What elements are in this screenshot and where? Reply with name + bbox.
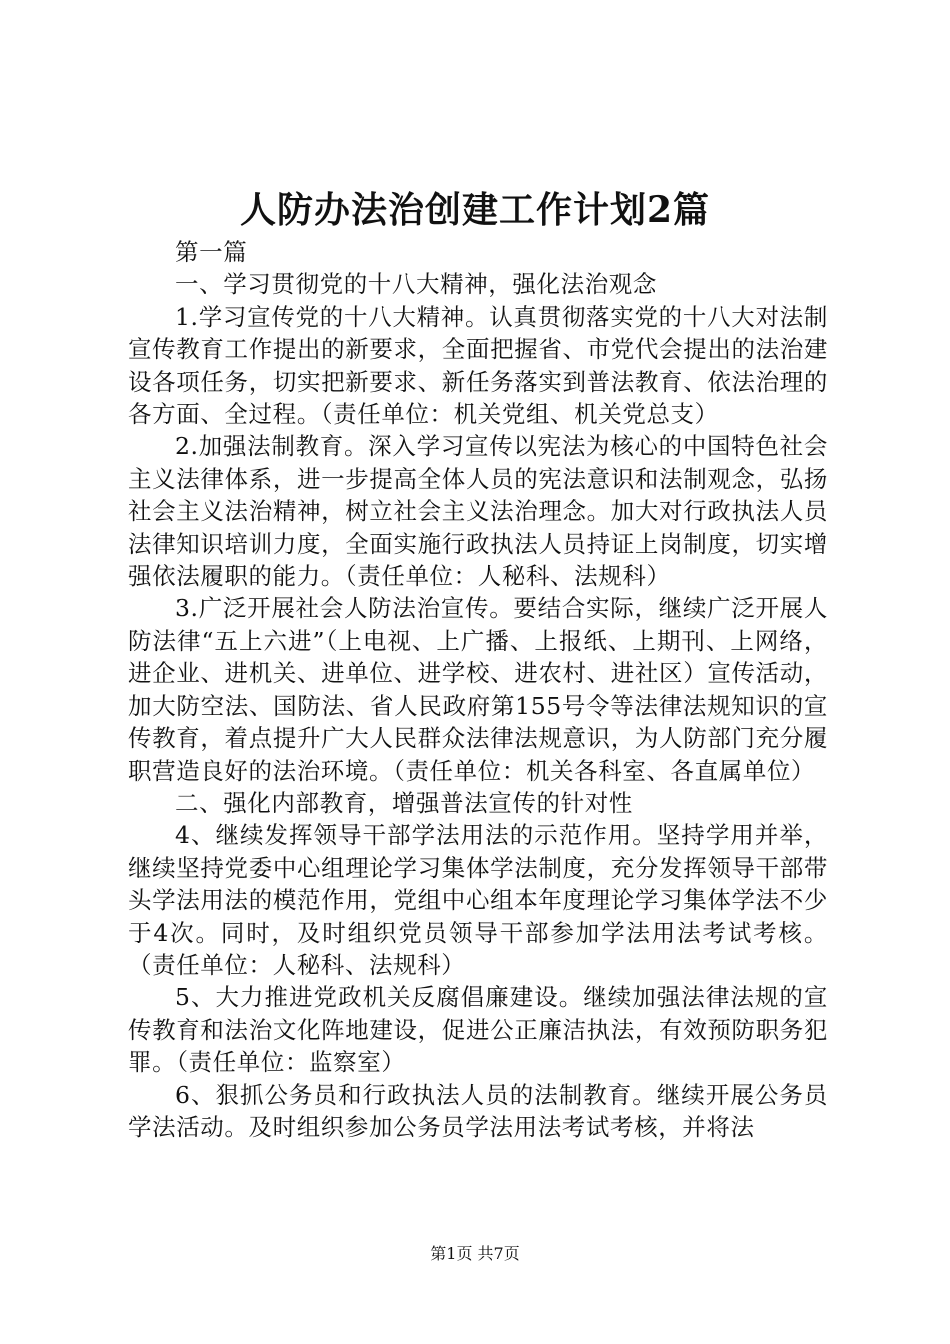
body-paragraph: 1.学习宣传党的十八大精神。认真贯彻落实党的十八大对法制宣传教育工作提出的新要求，全面把握省、市党代会提出的法治建设各项任务，切实把新要求、新任务落实到普法教育、依法治理的各方面、全过程。（责任单位：机关党组、机关党总支） (128, 302, 828, 429)
document-title: 人防办法治创建工作计划2篇 (239, 189, 711, 231)
body-paragraph: 6、狠抓公务员和行政执法人员的法制教育。继续开展公务员学法活动。及时组织参加公务员学法用法考试考核，并将法 (128, 1080, 828, 1141)
section-heading: 二、强化内部教育，增强普法宣传的针对性 (175, 788, 633, 817)
section-heading: 一、学习贯彻党的十八大精神，强化法治观念 (175, 270, 657, 299)
document-body (128, 236, 828, 1143)
body-paragraph: 5、大力推进党政机关反腐倡廉建设。继续加强法律法规的宣传教育和法治文化阵地建设，促进公正廉洁执法，有效预防职务犯罪。（责任单位：监察室） (128, 983, 828, 1077)
body-paragraph: 4、继续发挥领导干部学法用法的示范作用。坚持学用并举，继续坚持党委中心组理论学习集体学法制度，充分发挥领导干部带头学法用法的模范作用，党组中心组本年度理论学习集体学法不少于4次。同时，及时组织党员领导干部参加学法用法考试考核。（责任单位：人秘科、法规科） (128, 821, 828, 979)
body-paragraph: 2.加强法制教育。深入学习宣传以宪法为核心的中国特色社会主义法律体系，进一步提高全体人员的宪法意识和法制观念，弘扬社会主义法治精神，树立社会主义法治理念。加大对行政执法人员法律知识培训力度，全面实施行政执法人员持证上岗制度，切实增强依法履职的能力。（责任单位：人秘科、法规科） (128, 432, 828, 591)
page-number-footer: 第1页 共7页 (430, 1244, 520, 1263)
body-paragraph: 3.广泛开展社会人防法治宣传。要结合实际，继续广泛开展人防法律“五上六进”（上电视、上广播、上报纸、上期刊、上网络，进企业、进机关、进单位、进学校、进农村、进社区）宣传活动，加大防空法、国防法、省人民政府第155号令等法律法规知识的宣传教育，着点提升广大人民群众法律法规意识，为人防部门充分履职营造良好的法治环境。（责任单位：机关各科室、各直属单位） (128, 594, 828, 785)
section-heading: 第一篇 (175, 238, 248, 266)
